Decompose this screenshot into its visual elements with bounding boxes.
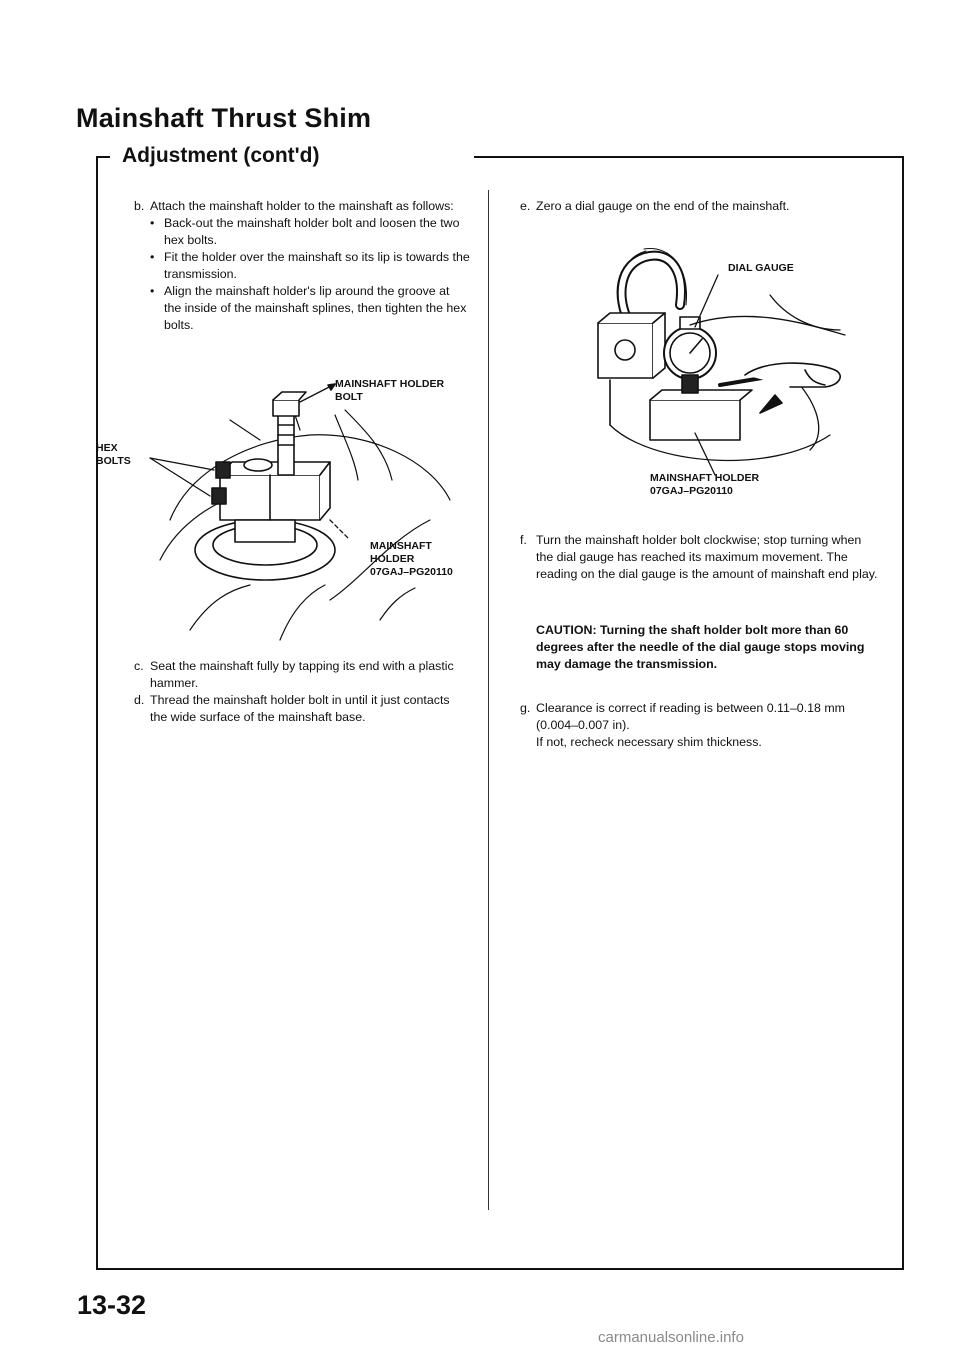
step-g-label: g. <box>520 701 531 715</box>
section-subtitle: Adjustment (cont'd) <box>122 144 320 167</box>
dial-gauge-illustration <box>570 235 870 485</box>
step-e-text: Zero a dial gauge on the end of the mainshaft. <box>536 199 790 213</box>
list-item: • Fit the holder over the mainshaft so its lip is towards the transmission. <box>150 250 470 281</box>
step-b-text: Attach the mainshaft holder to the mainshaft as follows: <box>150 199 454 213</box>
callout-hex-bolts: HEX BOLTS <box>96 442 131 467</box>
step-g-text: Clearance is correct if reading is between 0.11–0.18 mm (0.004–0.007 in). <box>536 701 846 732</box>
step-b <box>134 198 470 334</box>
step-b-bullets <box>150 215 470 334</box>
step-f <box>520 532 880 583</box>
step-d <box>134 692 470 726</box>
callout-right-mainshaft-holder: MAINSHAFT HOLDER 07GAJ–PG20110 <box>650 472 760 497</box>
page-title: Mainshaft Thrust Shim <box>76 103 372 133</box>
list-item: • Align the mainshaft holder's lip around the groove at the inside of the mainshaft splines, then tighten the hex bolts. <box>150 284 467 332</box>
callout-holder-bolt: MAINSHAFT HOLDER BOLT <box>335 378 445 403</box>
mainshaft-holder-illustration <box>130 370 480 650</box>
step-d-text: Thread the mainshaft holder bolt in until it just contacts the wide surface of the mainshaft base. <box>150 693 450 724</box>
step-g <box>520 700 880 751</box>
watermark: carmanualsonline.info <box>598 1329 744 1346</box>
step-e-label: e. <box>520 199 531 213</box>
step-c-text: Seat the mainshaft fully by tapping its end with a plastic hammer. <box>150 659 454 690</box>
list-item: • Back-out the mainshaft holder bolt and loosen the two hex bolts. <box>150 216 460 247</box>
page-number: 13-32 <box>77 1290 147 1320</box>
step-f-text: Turn the mainshaft holder bolt clockwise; stop turning when the dial gauge has reached its maximum movement. The reading on the dial gauge is the amount of mainshaft end play. <box>536 533 878 581</box>
callout-dial-gauge: DIAL GAUGE <box>728 262 794 274</box>
step-d-label: d. <box>134 693 145 707</box>
step-f-label: f. <box>520 533 527 547</box>
step-e <box>520 198 880 215</box>
column-divider <box>488 190 489 1210</box>
caution-note: CAUTION: Turning the shaft holder bolt more than 60 degrees after the needle of the dial gauge stops moving may damage the transmission. <box>536 623 865 671</box>
callout-mainshaft-holder: MAINSHAFT HOLDER 07GAJ–PG20110 <box>370 540 453 578</box>
step-g-text-2: If not, recheck necessary shim thickness. <box>536 735 762 749</box>
step-c-label: c. <box>134 659 144 673</box>
step-b-label: b. <box>134 199 145 213</box>
step-c <box>134 658 470 692</box>
